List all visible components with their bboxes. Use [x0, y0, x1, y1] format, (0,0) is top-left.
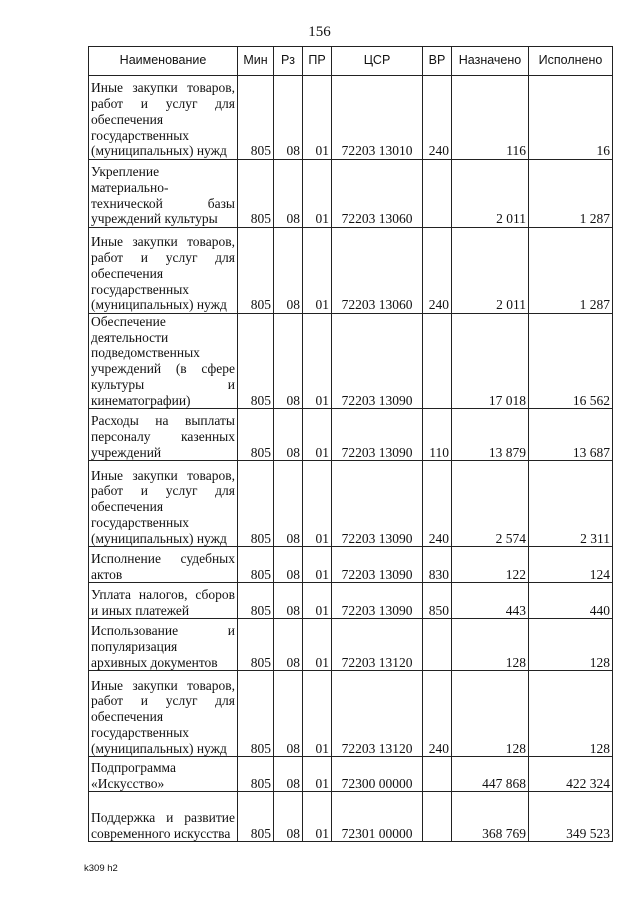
row-executed: 128	[529, 619, 613, 671]
row-min: 805	[238, 757, 274, 792]
row-assigned: 13 879	[452, 409, 529, 461]
row-min: 805	[238, 619, 274, 671]
row-name: Иные закупки товаров, работ и услуг для обеспечения государственных (муниципальных) нужд	[89, 671, 238, 757]
table-row	[89, 314, 613, 409]
row-executed: 440	[529, 583, 613, 619]
row-csr: 72203 13090	[332, 583, 423, 619]
row-rz: 08	[274, 583, 303, 619]
row-rz: 08	[274, 76, 303, 160]
row-assigned: 2 574	[452, 461, 529, 547]
row-min: 805	[238, 671, 274, 757]
row-pr: 01	[303, 160, 332, 228]
row-csr: 72203 13060	[332, 228, 423, 314]
row-pr: 01	[303, 547, 332, 583]
footer-code: k309 h2	[84, 863, 118, 874]
row-assigned: 368 769	[452, 792, 529, 842]
table-row	[89, 671, 613, 757]
row-name: Уплата налогов, сборов и иных платежей	[89, 583, 238, 619]
row-vr	[423, 160, 452, 228]
row-csr: 72203 13090	[332, 314, 423, 409]
row-min: 805	[238, 228, 274, 314]
row-csr: 72203 13010	[332, 76, 423, 160]
header-vr: ВР	[423, 47, 452, 76]
table-row	[89, 619, 613, 671]
row-vr: 240	[423, 461, 452, 547]
row-name: Поддержка и развитие современного искусства	[89, 792, 238, 842]
row-name: Использование и популяризация архивных документов	[89, 619, 238, 671]
row-min: 805	[238, 792, 274, 842]
row-assigned: 2 011	[452, 228, 529, 314]
row-csr: 72203 13090	[332, 547, 423, 583]
row-executed: 1 287	[529, 228, 613, 314]
row-executed: 349 523	[529, 792, 613, 842]
row-assigned: 2 011	[452, 160, 529, 228]
header-csr: ЦСР	[332, 47, 423, 76]
row-executed: 422 324	[529, 757, 613, 792]
row-min: 805	[238, 409, 274, 461]
row-pr: 01	[303, 792, 332, 842]
row-rz: 08	[274, 409, 303, 461]
row-executed: 13 687	[529, 409, 613, 461]
row-executed: 128	[529, 671, 613, 757]
row-rz: 08	[274, 792, 303, 842]
row-pr: 01	[303, 619, 332, 671]
header-executed: Исполнено	[529, 47, 613, 76]
row-pr: 01	[303, 76, 332, 160]
table-row	[89, 757, 613, 792]
header-name: Наименование	[89, 47, 238, 76]
row-min: 805	[238, 547, 274, 583]
row-csr: 72203 13120	[332, 619, 423, 671]
row-csr: 72203 13090	[332, 461, 423, 547]
row-pr: 01	[303, 409, 332, 461]
row-assigned: 128	[452, 671, 529, 757]
row-vr: 240	[423, 228, 452, 314]
row-assigned: 128	[452, 619, 529, 671]
row-pr: 01	[303, 757, 332, 792]
row-name: Подпрограмма «Искусство»	[89, 757, 238, 792]
row-pr: 01	[303, 671, 332, 757]
row-name: Иные закупки товаров, работ и услуг для обеспечения государственных (муниципальных) нужд	[89, 76, 238, 160]
row-name: Расходы на выплаты персоналу казенных учреждений	[89, 409, 238, 461]
row-assigned: 122	[452, 547, 529, 583]
row-assigned: 17 018	[452, 314, 529, 409]
row-rz: 08	[274, 228, 303, 314]
row-csr: 72203 13090	[332, 409, 423, 461]
row-rz: 08	[274, 461, 303, 547]
row-executed: 124	[529, 547, 613, 583]
row-vr: 240	[423, 671, 452, 757]
row-vr: 830	[423, 547, 452, 583]
header-rz: Рз	[274, 47, 303, 76]
row-name: Укрепление материально-технической базы учреждений культуры	[89, 160, 238, 228]
table-row	[89, 76, 613, 160]
row-vr	[423, 619, 452, 671]
table-row	[89, 792, 613, 842]
header-assigned: Назначено	[452, 47, 529, 76]
row-csr: 72301 00000	[332, 792, 423, 842]
row-csr: 72300 00000	[332, 757, 423, 792]
row-rz: 08	[274, 619, 303, 671]
row-csr: 72203 13120	[332, 671, 423, 757]
table-row	[89, 547, 613, 583]
table-row	[89, 228, 613, 314]
row-assigned: 116	[452, 76, 529, 160]
table-row	[89, 583, 613, 619]
row-vr	[423, 757, 452, 792]
row-assigned: 447 868	[452, 757, 529, 792]
row-pr: 01	[303, 314, 332, 409]
row-executed: 1 287	[529, 160, 613, 228]
table-header-row	[89, 47, 613, 76]
row-rz: 08	[274, 314, 303, 409]
row-min: 805	[238, 314, 274, 409]
row-min: 805	[238, 160, 274, 228]
row-min: 805	[238, 461, 274, 547]
row-executed: 16 562	[529, 314, 613, 409]
row-rz: 08	[274, 160, 303, 228]
row-name: Иные закупки товаров, работ и услуг для обеспечения государственных (муниципальных) нужд	[89, 461, 238, 547]
row-name: Обеспечение деятельности подведомственных учреждений (в сфере культуры и кинематографии)	[89, 314, 238, 409]
row-pr: 01	[303, 583, 332, 619]
header-min: Мин	[238, 47, 274, 76]
row-assigned: 443	[452, 583, 529, 619]
table-row	[89, 461, 613, 547]
row-name: Исполнение судебных актов	[89, 547, 238, 583]
row-vr	[423, 792, 452, 842]
row-pr: 01	[303, 461, 332, 547]
row-min: 805	[238, 583, 274, 619]
row-executed: 16	[529, 76, 613, 160]
row-executed: 2 311	[529, 461, 613, 547]
table-row	[89, 409, 613, 461]
row-rz: 08	[274, 757, 303, 792]
header-pr: ПР	[303, 47, 332, 76]
row-csr: 72203 13060	[332, 160, 423, 228]
row-vr: 110	[423, 409, 452, 461]
row-name: Иные закупки товаров, работ и услуг для обеспечения государственных (муниципальных) нужд	[89, 228, 238, 314]
row-rz: 08	[274, 547, 303, 583]
row-vr: 850	[423, 583, 452, 619]
row-pr: 01	[303, 228, 332, 314]
row-vr: 240	[423, 76, 452, 160]
table-row	[89, 160, 613, 228]
page-number: 156	[308, 24, 331, 40]
row-rz: 08	[274, 671, 303, 757]
row-vr	[423, 314, 452, 409]
budget-table	[88, 46, 613, 842]
row-min: 805	[238, 76, 274, 160]
